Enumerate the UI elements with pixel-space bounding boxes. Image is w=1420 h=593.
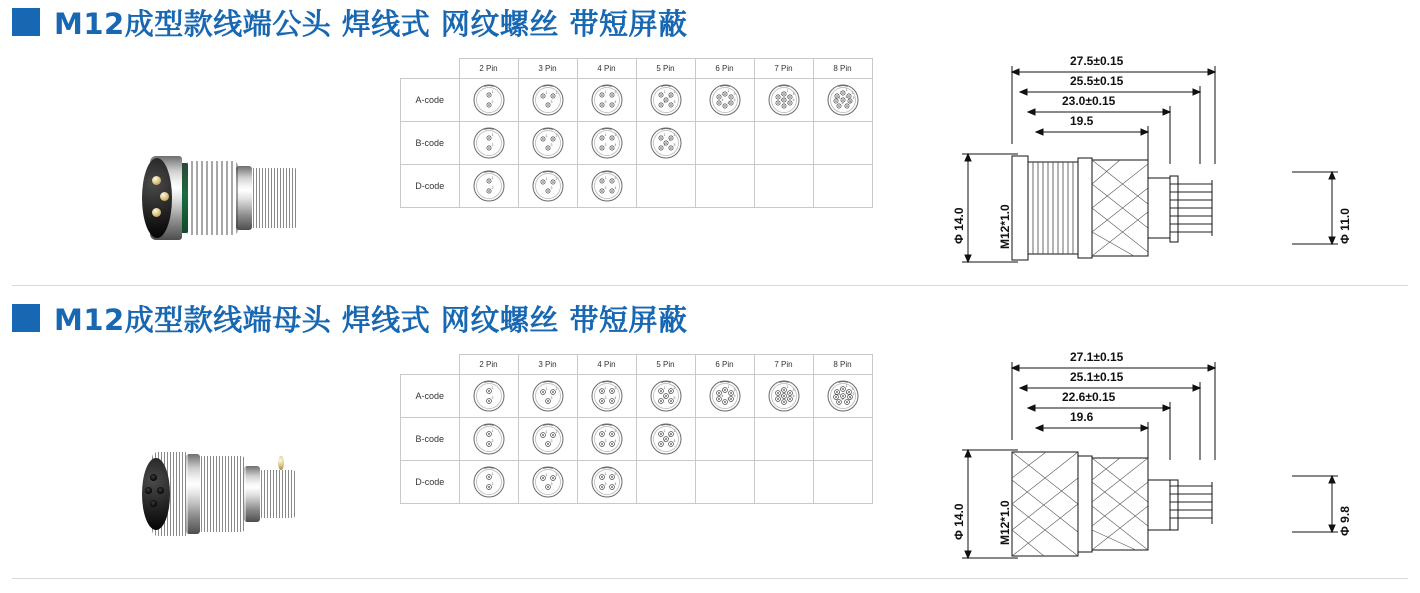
svg-text:3: 3: [668, 95, 670, 100]
svg-text:2: 2: [491, 100, 493, 105]
pinout-cell: [459, 418, 518, 461]
pinout-cell: [695, 418, 754, 461]
svg-text:4: 4: [663, 439, 665, 444]
pinout-cell: [754, 461, 813, 504]
col-header: 8 Pin: [813, 355, 872, 375]
dim-thread-length: 19.5: [1070, 114, 1094, 128]
svg-text:5: 5: [733, 98, 735, 103]
svg-text:4: 4: [663, 100, 665, 105]
dim-thread-to-end: 22.6±0.15: [1062, 390, 1116, 404]
svg-text:2: 2: [614, 472, 616, 477]
svg-text:2: 2: [614, 90, 616, 95]
section-male-title: M12成型款线端公头 焊线式 网纹螺丝 带短屏蔽: [54, 6, 688, 41]
svg-text:2: 2: [555, 177, 557, 182]
svg-text:3: 3: [792, 388, 794, 393]
svg-text:6: 6: [841, 397, 843, 402]
row-label: B-code: [401, 418, 460, 461]
svg-text:3: 3: [851, 91, 853, 96]
section-male: [0, 0, 1420, 279]
pinout-cell: [813, 122, 872, 165]
pinout-cell: [754, 122, 813, 165]
dim-left-diameter: Φ 14.0: [952, 207, 966, 244]
pinout-cell: [636, 418, 695, 461]
pinout-cell: [695, 122, 754, 165]
pin-layout-table-male: [400, 44, 910, 208]
product-photo-female: [0, 340, 400, 575]
drawing-svg-male: [920, 44, 1390, 279]
pinout-cell: [636, 79, 695, 122]
svg-text:2: 2: [555, 473, 557, 478]
dim-overall-length: 27.5±0.15: [1070, 54, 1124, 68]
svg-text:3: 3: [668, 434, 670, 439]
svg-text:2: 2: [555, 430, 557, 435]
section-divider: [12, 285, 1408, 286]
svg-text:4: 4: [663, 396, 665, 401]
pinout-cell: [577, 79, 636, 122]
pinout-cell: [813, 375, 872, 418]
svg-text:3: 3: [733, 92, 735, 97]
pinout-cell: [518, 79, 577, 122]
pinout-cell: [518, 122, 577, 165]
svg-text:6: 6: [841, 101, 843, 106]
svg-text:1: 1: [663, 90, 665, 95]
svg-text:1: 1: [604, 133, 606, 138]
svg-text:1: 1: [491, 429, 493, 434]
pinout-cell: [518, 375, 577, 418]
svg-text:4: 4: [614, 100, 616, 105]
pinout-cell: [754, 418, 813, 461]
svg-text:7: 7: [849, 101, 851, 106]
pinout-cell: [577, 375, 636, 418]
svg-text:5: 5: [673, 439, 675, 444]
pinout-cell: [754, 79, 813, 122]
svg-text:4: 4: [786, 391, 788, 396]
svg-text:1: 1: [727, 385, 729, 390]
col-header: 3 Pin: [518, 59, 577, 79]
svg-text:5: 5: [780, 394, 782, 399]
row-label: D-code: [401, 461, 460, 504]
bullet-square-icon: [12, 304, 40, 332]
pinout-cell: [813, 418, 872, 461]
svg-text:2: 2: [673, 133, 675, 138]
pinout-cell: [754, 375, 813, 418]
pinout-cell: [577, 122, 636, 165]
dim-left-diameter: Φ 14.0: [952, 503, 966, 540]
svg-text:8: 8: [845, 95, 847, 100]
svg-text:4: 4: [721, 98, 723, 103]
svg-text:1: 1: [845, 384, 847, 389]
svg-text:1: 1: [604, 429, 606, 434]
col-header: 4 Pin: [577, 59, 636, 79]
svg-text:2: 2: [780, 388, 782, 393]
col-header: 7 Pin: [754, 355, 813, 375]
col-header: 3 Pin: [518, 355, 577, 375]
pin-layout-table-female: [400, 340, 910, 504]
svg-text:1: 1: [604, 386, 606, 391]
section-male-body: [0, 44, 1420, 279]
pinout-cell: [459, 461, 518, 504]
svg-text:1: 1: [491, 472, 493, 477]
col-header: 8 Pin: [813, 59, 872, 79]
table-header-row: [401, 59, 873, 79]
row-label: B-code: [401, 122, 460, 165]
svg-text:1: 1: [491, 386, 493, 391]
table-row: [401, 122, 873, 165]
svg-text:6: 6: [727, 397, 729, 402]
svg-text:2: 2: [555, 134, 557, 139]
svg-text:5: 5: [852, 392, 854, 397]
pinout-cell: [636, 165, 695, 208]
page-footer-divider: [12, 578, 1408, 579]
svg-text:1: 1: [663, 386, 665, 391]
svg-text:1: 1: [727, 89, 729, 94]
pinout-cell: [636, 375, 695, 418]
svg-text:1: 1: [545, 91, 547, 96]
svg-text:2: 2: [614, 133, 616, 138]
pinout-cell: [813, 165, 872, 208]
svg-text:3: 3: [851, 387, 853, 392]
pinout-cell: [518, 461, 577, 504]
svg-text:3: 3: [604, 482, 606, 487]
svg-text:4: 4: [663, 143, 665, 148]
col-header: 2 Pin: [459, 355, 518, 375]
pinout-cell: [754, 165, 813, 208]
svg-text:3: 3: [550, 396, 552, 401]
svg-text:1: 1: [786, 385, 788, 390]
section-female-title: M12成型款线端母头 焊线式 网纹螺丝 带短屏蔽: [54, 302, 688, 337]
svg-text:3: 3: [668, 391, 670, 396]
svg-text:3: 3: [604, 396, 606, 401]
svg-text:1: 1: [663, 429, 665, 434]
svg-text:2: 2: [673, 429, 675, 434]
svg-text:5: 5: [852, 96, 854, 101]
svg-text:5: 5: [673, 396, 675, 401]
svg-text:2: 2: [555, 91, 557, 96]
svg-text:2: 2: [839, 387, 841, 392]
row-label: A-code: [401, 375, 460, 418]
pin-table-body: [401, 375, 873, 504]
pinout-cell: [577, 418, 636, 461]
pinout-cell: [518, 165, 577, 208]
col-header: 5 Pin: [636, 355, 695, 375]
svg-text:1: 1: [604, 472, 606, 477]
svg-text:3: 3: [550, 143, 552, 148]
svg-text:7: 7: [849, 397, 851, 402]
svg-text:1: 1: [604, 176, 606, 181]
technical-drawing-male: [910, 44, 1420, 279]
svg-text:8: 8: [845, 391, 847, 396]
svg-text:2: 2: [614, 429, 616, 434]
svg-text:4: 4: [838, 96, 840, 101]
svg-text:4: 4: [838, 392, 840, 397]
col-header: 6 Pin: [695, 59, 754, 79]
svg-text:1: 1: [545, 177, 547, 182]
section-female-body: [0, 340, 1420, 575]
dim-thread-spec: M12*1.0: [998, 204, 1012, 249]
svg-text:2: 2: [673, 90, 675, 95]
svg-text:3: 3: [604, 100, 606, 105]
svg-text:5: 5: [673, 100, 675, 105]
dim-right-diameter: Φ 9.8: [1338, 506, 1352, 536]
table-row: [401, 165, 873, 208]
table-row: [401, 461, 873, 504]
dim-thread-length: 19.6: [1070, 410, 1094, 424]
svg-text:4: 4: [614, 439, 616, 444]
pinout-cell: [695, 79, 754, 122]
svg-text:3: 3: [604, 439, 606, 444]
svg-text:1: 1: [491, 90, 493, 95]
dim-body-length: 25.1±0.15: [1070, 370, 1124, 384]
col-header: 4 Pin: [577, 355, 636, 375]
svg-text:6: 6: [792, 394, 794, 399]
svg-text:2: 2: [491, 396, 493, 401]
col-header: 7 Pin: [754, 59, 813, 79]
pinout-cell: [577, 461, 636, 504]
svg-text:7: 7: [786, 101, 788, 106]
svg-text:2: 2: [614, 176, 616, 181]
svg-text:3: 3: [733, 388, 735, 393]
svg-text:2: 2: [780, 92, 782, 97]
row-label: A-code: [401, 79, 460, 122]
pinout-cell: [695, 461, 754, 504]
svg-text:3: 3: [792, 92, 794, 97]
svg-text:4: 4: [614, 186, 616, 191]
svg-text:2: 2: [673, 386, 675, 391]
svg-text:1: 1: [545, 134, 547, 139]
pinout-cell: [813, 461, 872, 504]
dim-overall-length: 27.1±0.15: [1070, 350, 1124, 364]
svg-text:2: 2: [721, 92, 723, 97]
svg-text:5: 5: [673, 143, 675, 148]
section-female-header: [0, 296, 1420, 340]
col-header: 2 Pin: [459, 59, 518, 79]
product-photo-male: [0, 44, 400, 279]
dim-thread-spec: M12*1.0: [998, 500, 1012, 545]
svg-text:3: 3: [550, 186, 552, 191]
svg-text:3: 3: [550, 100, 552, 105]
svg-text:1: 1: [491, 176, 493, 181]
svg-text:2: 2: [839, 91, 841, 96]
svg-text:2: 2: [555, 387, 557, 392]
svg-text:5: 5: [780, 98, 782, 103]
svg-text:3: 3: [604, 143, 606, 148]
svg-text:1: 1: [604, 90, 606, 95]
dim-thread-to-end: 23.0±0.15: [1062, 94, 1116, 108]
svg-text:2: 2: [491, 143, 493, 148]
pinout-cell: [459, 165, 518, 208]
svg-text:3: 3: [550, 482, 552, 487]
table-row: [401, 375, 873, 418]
svg-text:6: 6: [727, 101, 729, 106]
technical-drawing-female: [910, 340, 1420, 575]
pinout-cell: [695, 165, 754, 208]
svg-text:2: 2: [491, 482, 493, 487]
pinout-cell: [636, 122, 695, 165]
pinout-cell: [577, 165, 636, 208]
svg-text:6: 6: [792, 98, 794, 103]
svg-text:3: 3: [550, 439, 552, 444]
section-female: [0, 296, 1420, 575]
drawing-svg-female: [920, 340, 1390, 575]
svg-text:2: 2: [491, 186, 493, 191]
svg-text:3: 3: [668, 138, 670, 143]
section-male-header: [0, 0, 1420, 44]
pinout-cell: [459, 79, 518, 122]
svg-text:4: 4: [614, 143, 616, 148]
svg-text:5: 5: [733, 394, 735, 399]
pinout-cell: [459, 122, 518, 165]
svg-text:1: 1: [491, 133, 493, 138]
svg-text:4: 4: [721, 394, 723, 399]
pinout-cell: [695, 375, 754, 418]
svg-text:1: 1: [545, 430, 547, 435]
svg-text:2: 2: [491, 439, 493, 444]
pinout-cell: [459, 375, 518, 418]
pin-table-body: [401, 79, 873, 208]
svg-text:1: 1: [786, 89, 788, 94]
svg-text:4: 4: [786, 95, 788, 100]
svg-text:2: 2: [614, 386, 616, 391]
pinout-cell: [636, 461, 695, 504]
svg-text:2: 2: [721, 388, 723, 393]
col-header: 6 Pin: [695, 355, 754, 375]
svg-text:3: 3: [604, 186, 606, 191]
dim-right-diameter: Φ 11.0: [1338, 208, 1352, 244]
svg-text:1: 1: [545, 387, 547, 392]
svg-text:4: 4: [614, 396, 616, 401]
svg-text:1: 1: [663, 133, 665, 138]
table-header-row: [401, 355, 873, 375]
table-row: [401, 418, 873, 461]
svg-text:7: 7: [786, 397, 788, 402]
svg-text:1: 1: [545, 473, 547, 478]
bullet-square-icon: [12, 8, 40, 36]
pin-table: [400, 58, 873, 208]
col-header: 5 Pin: [636, 59, 695, 79]
table-row: [401, 79, 873, 122]
pinout-cell: [813, 79, 872, 122]
dim-body-length: 25.5±0.15: [1070, 74, 1124, 88]
pin-table: [400, 354, 873, 504]
pinout-cell: [518, 418, 577, 461]
svg-text:4: 4: [614, 482, 616, 487]
row-label: D-code: [401, 165, 460, 208]
svg-text:1: 1: [845, 88, 847, 93]
